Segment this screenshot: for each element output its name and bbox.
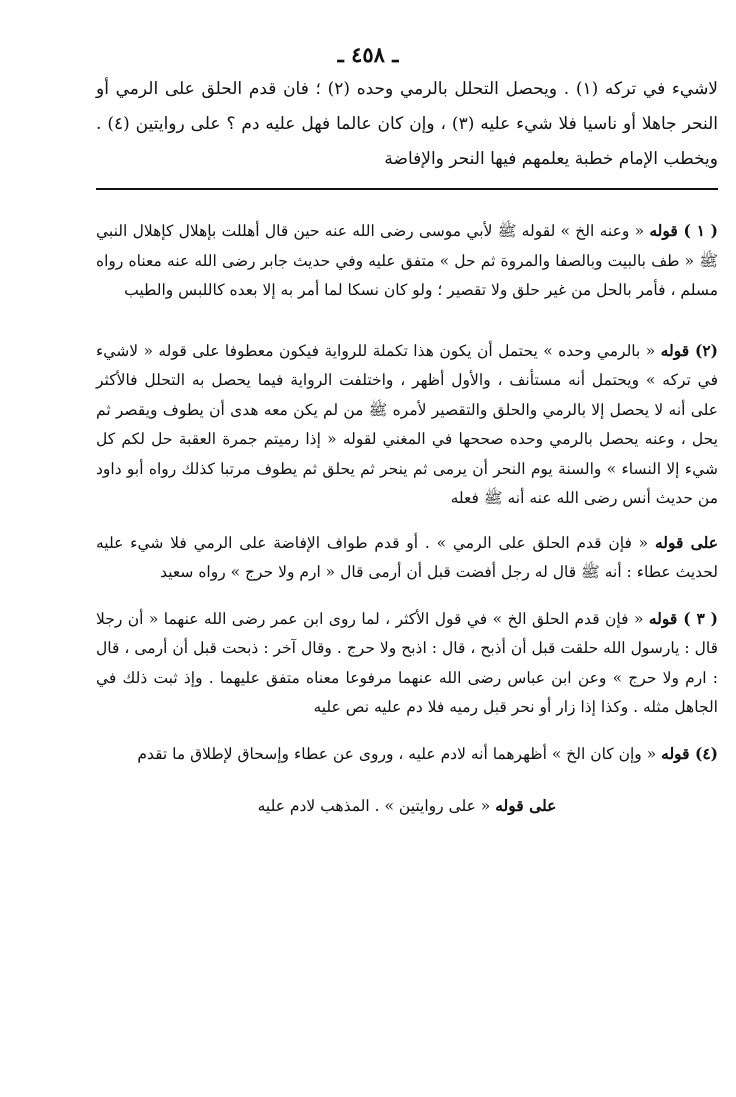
footnotes: [96, 212, 718, 837]
main-paragraph: لاشيء في تركه (١) . ويحصل التحلل بالرمي وحده (٢) ؛ فان قدم الحلق على الرمي أو النحر جاهلا أو ناسيا فلا شيء عليه (٣) ، وإن كان عالما فهل عليه دم ؟ على روايتين (٤) . ويخطب الإمام خطبة يعلمهم فيها النحر والإفاضة: [96, 79, 719, 169]
footnote-3: [96, 604, 718, 723]
footnote-2-addendum-lead: على قوله: [654, 532, 718, 552]
footnote-2-lead: (٢) قوله: [660, 340, 719, 360]
footnote-4-addendum-text: « على روايتين » . المذهب لادم عليه: [257, 797, 491, 815]
divider: [96, 188, 718, 190]
footnote-1: [96, 216, 718, 306]
footnote-4: [96, 739, 718, 770]
footnote-4-lead: (٤) قوله: [661, 743, 718, 763]
footnote-2-text: « بالرمي وحده » يحتمل أن يكون هذا تكملة للرواية فيكون معطوفا على قوله « لاشيء في تركه » ويحتمل أنه مستأنف ، والأول أظهر ، واختلفت الرواية فيما يحصل به التحلل فالأكثر على أنه لا يحصل إلا بالرمي والحلق والتقصير لأمره ﷺ من لم يكن معه هدى أن يطوف ويقصر ثم يحل ، وعنه يحصل بالرمي وحده صححها في المغني لقوله « إذا رميتم جمرة العقبة حل لكم كل شيء إلا النساء » والسنة يوم النحر أن يرمى ثم ينحر ثم يحلق ثم يطوف مرتبا كذلك رواه أبو داود من حديث أنس رضى الله عنه أنه ﷺ فعله: [96, 341, 718, 507]
footnote-2-addendum-text: « فإن قدم الحلق على الرمي » . أو قدم طواف الإفاضة على الرمي فلا شيء عليه لحديث عطاء : أنه ﷺ قال له رجل أفضت قبل أن أرمى قال « ارم ولا حرج » رواه سعيد: [96, 533, 718, 581]
footnote-4-addendum-lead: على قوله: [495, 796, 557, 815]
page-number: ـ ٤٥٨ ـ: [337, 42, 399, 67]
footnote-2: [96, 336, 718, 514]
footnote-3-text: « فإن قدم الحلق الخ » في قول الأكثر ، لما روى ابن عمر رضى الله عنهما « أن رجلا قال : يارسول الله حلقت قبل أن أذبح ، قال : اذبح ولا حرج . وقال آخر : ذبحت قبل أن أرمى ، قال : ارم ولا حرج » وعن ابن عباس رضى الله عنهما مرفوعا معناه متفق عليهما . وإذ ثبت ذلك في الجاهل مثله . وكذا إذا زار أو نحر قبل رميه فلا دم عليه نص عليه: [96, 609, 718, 716]
footnote-3-lead: ( ٣ ) قوله: [648, 608, 718, 628]
main-text: [96, 72, 718, 177]
footnote-4-addendum: [96, 791, 718, 822]
footnote-1-text: « وعنه الخ » لقوله ﷺ لأبي موسى رضى الله عنه حين قال أهللت بإهلال كإهلال النبي ﷺ « طف بالبيت وبالصفا والمروة ثم حل » متفق عليه وفي حديث جابر رضى الله عنه معناه رواه مسلم ، فأمر بالحل من غير حلق ولا تقصير ؛ ولو كان نسكا لما أمر به إلا بعده كاللبس والطيب: [96, 222, 718, 299]
footnote-1-lead: ( ١ ) قوله: [649, 221, 719, 240]
footnote-2-addendum: [96, 528, 718, 588]
footnote-4-text: « وإن كان الخ » أظهرهما أنه لادم عليه ، وروى عن عطاء وإسحاق لإطلاق ما تقدم: [137, 744, 657, 763]
